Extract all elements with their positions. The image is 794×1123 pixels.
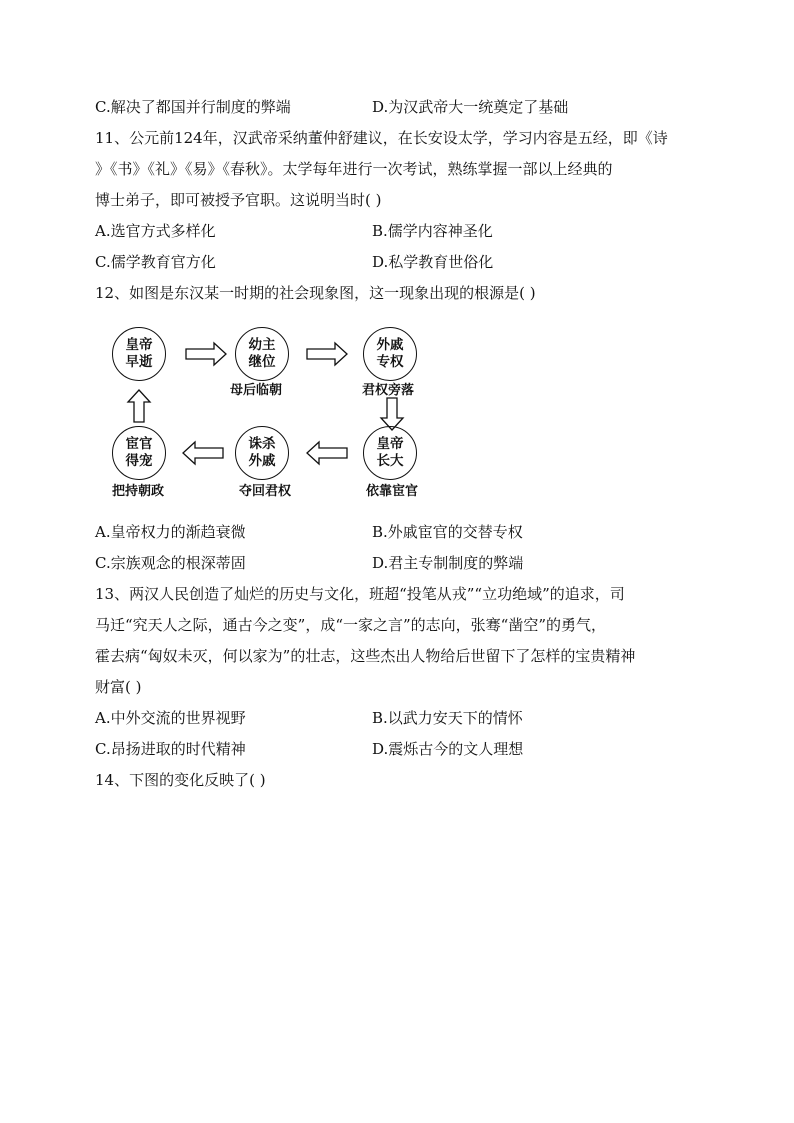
q11-option-b: B.儒学内容神圣化 <box>372 222 493 240</box>
q12-option-a: A.皇帝权力的渐趋衰微 <box>95 523 246 541</box>
q11-stem-line-3: 博士弟子，即可被授予官职。这说明当时( ) <box>95 191 382 209</box>
arrow-left-1 <box>307 442 347 464</box>
node-eunuchs-favored: 宦官得宠 <box>112 426 166 480</box>
arrow-right-1 <box>186 343 226 365</box>
arrow-up <box>128 390 150 422</box>
q13-stem-line-3: 霍去病“匈奴未灭，何以家为”的壮志，这些杰出人物给后世留下了怎样的宝贵精神 <box>95 647 636 665</box>
q13-stem-line-2: 马迁“究天人之际，通古今之变”，成“一家之言”的志向，张骞“凿空”的勇气， <box>95 616 607 634</box>
q13-stem-line-4: 财富( ) <box>95 678 142 696</box>
caption-control-court: 把持朝政 <box>112 484 165 499</box>
caption-rely-on-eunuchs: 依靠宦官 <box>366 484 419 499</box>
node-emperor-dies-early: 皇帝早逝 <box>112 327 166 381</box>
q11-stem-line-2: 》《书》《礼》《易》《春秋》。太学每年进行一次考试，熟练掌握一部以上经典的 <box>95 160 613 178</box>
q10-option-d: D.为汉武帝大一统奠定了基础 <box>372 98 569 116</box>
caption-regain-power: 夺回君权 <box>239 484 292 499</box>
arrow-left-2 <box>183 442 223 464</box>
q12-option-c: C.宗族观念的根深蒂固 <box>95 554 246 572</box>
q12-stem: 12、如图是东汉某一时期的社会现象图，这一现象出现的根源是( ) <box>95 284 536 302</box>
node-emperor-grows-up: 皇帝长大 <box>363 426 417 480</box>
caption-empress-regency: 母后临朝 <box>230 383 283 398</box>
q11-option-a: A.选官方式多样化 <box>95 222 216 240</box>
cycle-diagram <box>100 322 440 502</box>
q11-option-d: D.私学教育世俗化 <box>372 253 494 271</box>
q10-option-c: C.解决了都国并行制度的弊端 <box>95 98 291 116</box>
q11-stem-line-1: 11、公元前124年，汉武帝采纳董仲舒建议，在长安设太学，学习内容是五经，即《诗 <box>95 129 668 147</box>
q13-option-d: D.震烁古今的文人理想 <box>372 740 524 758</box>
caption-power-falls: 君权旁落 <box>362 383 415 398</box>
arrow-right-2 <box>307 343 347 365</box>
q13-option-c: C.昂扬进取的时代精神 <box>95 740 246 758</box>
q13-stem-line-1: 13、两汉人民创造了灿烂的历史与文化，班超“投笔从戎”“立功绝域”的追求，司 <box>95 585 625 603</box>
node-kill-consort-clan: 诛杀外戚 <box>235 426 289 480</box>
node-consort-clan-rule: 外戚专权 <box>363 327 417 381</box>
q11-option-c: C.儒学教育官方化 <box>95 253 216 271</box>
q14-stem: 14、下图的变化反映了( ) <box>95 771 266 789</box>
q13-option-a: A.中外交流的世界视野 <box>95 709 246 727</box>
q12-option-b: B.外戚宦官的交替专权 <box>372 523 523 541</box>
q13-option-b: B.以武力安天下的情怀 <box>372 709 523 727</box>
q12-option-d: D.君主专制制度的弊端 <box>372 554 524 572</box>
node-young-ruler-succeeds: 幼主继位 <box>235 327 289 381</box>
